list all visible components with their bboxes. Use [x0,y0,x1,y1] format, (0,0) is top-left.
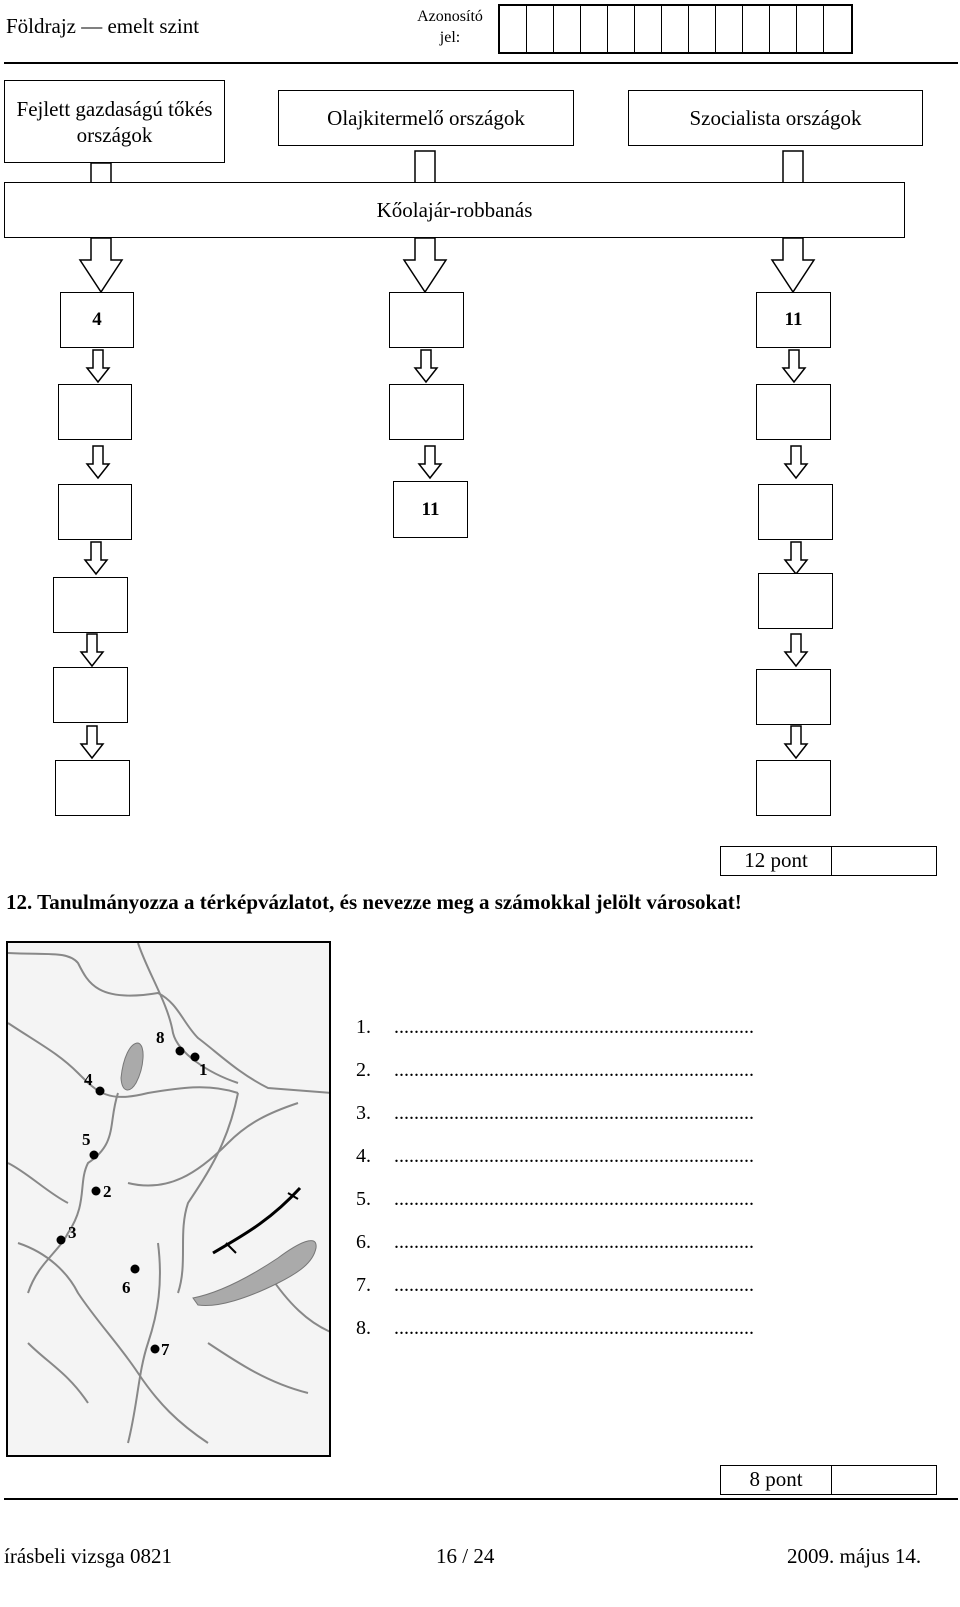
answer-box-col2-3[interactable]: 11 [393,481,468,538]
score-label: 8 pont [721,1466,832,1494]
answer-box-col1-2[interactable] [58,384,132,440]
answer-box-col1-3[interactable] [58,484,132,540]
answer-box-col3-2[interactable] [756,384,831,440]
task-12-prompt: 12. Tanulmányozza a térképvázlatot, és nevezze meg a számokkal jelölt városokat! [6,890,742,914]
map-label: 5 [82,1130,91,1149]
map-label: 2 [103,1182,112,1201]
box-oil-producing: Olajkitermelő országok [278,90,574,146]
footer-rule [4,1498,958,1500]
answer-box-col1-5[interactable] [53,667,128,723]
footer-page-number: 16 / 24 [436,1544,495,1568]
answer-line[interactable]: 1. ........................................................................ [356,1016,754,1038]
score-entry[interactable] [832,847,936,875]
footer-exam-code: írásbeli vizsga 0821 [4,1544,172,1568]
answer-line[interactable]: 5. ........................................................................ [356,1188,754,1210]
answer-line[interactable]: 6. ........................................................................ [356,1231,754,1253]
score-label: 12 pont [721,847,832,875]
oil-price-explosion-bar: Kőolajár-robbanás [4,182,905,238]
answer-box-col3-6[interactable] [756,760,831,816]
id-label: Azonosító jel: [417,8,483,46]
map-drawing [8,943,331,1457]
map-sketch [6,941,331,1457]
answer-line[interactable]: 3. ........................................................................ [356,1102,754,1124]
score-box-task11 [720,846,937,876]
city-answer-list [356,1016,754,1360]
box-socialist: Szocialista országok [628,90,923,146]
answer-box-col1-6[interactable] [55,760,130,816]
answer-line[interactable]: 2. ........................................................................ [356,1059,754,1081]
map-label: 4 [84,1070,93,1089]
footer-date: 2009. május 14. [787,1544,922,1568]
answer-line[interactable]: 4. ........................................................................ [356,1145,754,1167]
answer-box-col2-1[interactable] [389,292,464,348]
map-label: 6 [122,1278,131,1297]
box-developed-capitalist: Fejlett gazdaságú tőkés országok [4,80,225,163]
answer-line[interactable]: 7. ........................................................................ [356,1274,754,1296]
map-label: 8 [156,1028,165,1047]
answer-box-col3-5[interactable] [756,669,831,725]
map-label: 3 [68,1223,77,1242]
subject-title: Földrajz — emelt szint [6,14,200,38]
answer-box-col1-1[interactable]: 4 [60,292,134,348]
score-entry[interactable] [832,1466,936,1494]
answer-line[interactable]: 8. ........................................................................ [356,1317,754,1339]
score-box-task12 [720,1465,937,1495]
answer-box-col2-2[interactable] [389,384,464,440]
answer-box-col3-4[interactable] [758,573,833,629]
map-label: 7 [161,1340,170,1359]
answer-box-col1-4[interactable] [53,577,128,633]
answer-box-col3-1[interactable]: 11 [756,292,831,348]
answer-box-col3-3[interactable] [758,484,833,540]
map-label: 1 [199,1060,208,1079]
